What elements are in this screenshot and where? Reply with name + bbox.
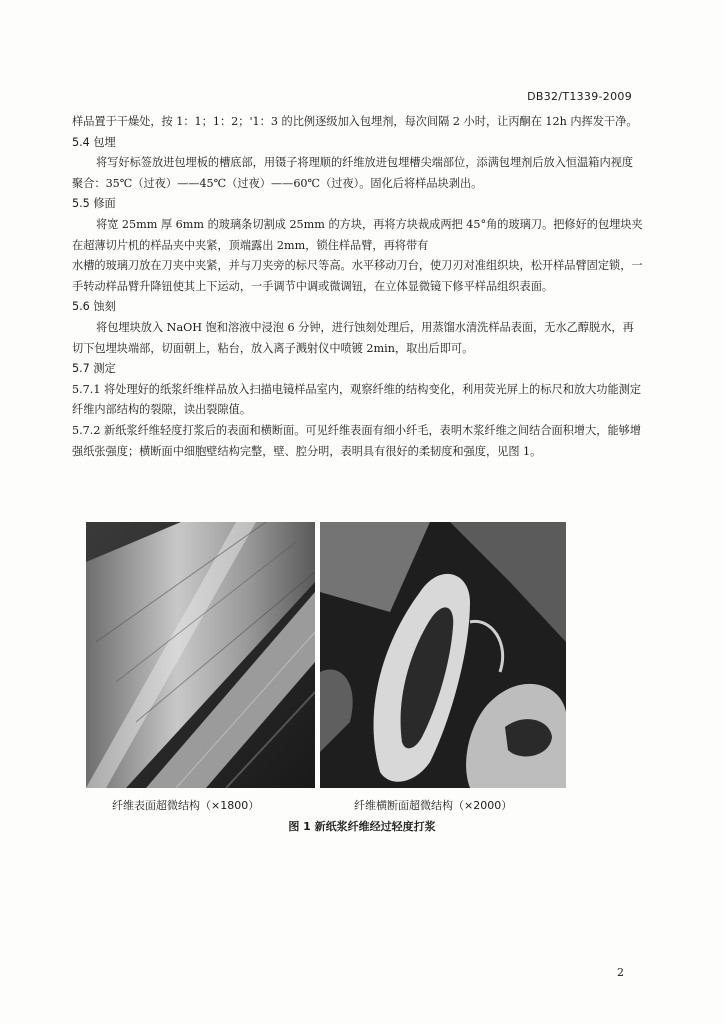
fiber-cross-section-image xyxy=(320,522,566,788)
fiber-cross-section-micrograph xyxy=(320,522,566,788)
section-5-6-paragraph: 将包埋块放入 NaOH 饱和溶液中浸泡 6 分钟，进行蚀刻处理后，用蒸馏水清洗样品表面，无水乙醇脱水，再切下包埋块端部，切面朝上，粘台，放入离子溅射仪中喷镀 2min，取出后即可。 xyxy=(72,320,634,355)
intro-paragraph: 样品置于干燥处，按 1：1；1：2；'1：3 的比例逐级加入包埋剂，每次间隔 2 小时，让丙酮在 12h 内挥发干净。 xyxy=(72,115,638,128)
section-5-5-heading: 5.5 修面 xyxy=(72,197,116,211)
section-5-4-paragraph: 将写好标签放进包埋板的槽底部，用镊子将理顺的纤维放进包埋槽尖端部位，添满包埋剂后放入恒温箱内视度聚合：35℃（过夜）——45℃（过夜）——60℃（过夜）。固化后将样品块剥出。 xyxy=(72,156,634,190)
section-5-7-heading: 5.7 测定 xyxy=(72,362,116,376)
section-5-5-paragraph-2: 水槽的玻璃刀放在刀夹中夹紧，并与刀夹旁的标尺等高。水平移动刀台，使刀刃对准组织块，松开样品臂固定锁，一手转动样品臂升降钮使其上下运动，一手调节中调或微调钮，在立体显微镜下修平样品组织表面。 xyxy=(72,259,643,293)
section-5-4-heading: 5.4 包埋 xyxy=(72,135,116,149)
section-5-7-1-paragraph: 5.7.1 将处理好的纸浆纤维样品放入扫描电镜样品室内，观察纤维的结构变化，利用荧光屏上的标尺和放大功能测定纤维内部结构的裂隙，读出裂隙值。 xyxy=(72,382,642,417)
fiber-surface-image xyxy=(86,522,315,788)
section-5-5-paragraph-1: 将宽 25mm 厚 6mm 的玻璃条切割成 25mm 的方块，再将方块裁成两把 45°角的玻璃刀。把修好的包埋块夹在超薄切片机的样品夹中夹紧，顶端露出 2mm，锁住样品臂，再将带有 xyxy=(72,217,643,252)
section-5-6-heading: 5.6 蚀刻 xyxy=(72,300,116,314)
page-number: 2 xyxy=(617,966,624,979)
right-figure-caption: 纤维横断面超微结构（×2000） xyxy=(354,799,513,812)
figure-title: 图 1 新纸浆纤维经过轻度打浆 xyxy=(288,820,436,833)
document-code: DB32/T1339-2009 xyxy=(527,90,632,103)
fiber-surface-micrograph xyxy=(86,522,315,788)
body-text xyxy=(72,112,644,462)
left-figure-caption: 纤维表面超微结构（×1800） xyxy=(112,799,260,812)
section-5-7-2-paragraph: 5.7.2 新纸浆纤维轻度打浆后的表面和横断面。可见纤维表面有细小纤毛，表明木浆纤维之间结合面积增大，能够增强纸张强度；横断面中细胞壁结构完整，壁、腔分明，表明具有很好的柔韧度和强度，见图 1。 xyxy=(72,423,642,458)
figure-1 xyxy=(86,522,566,788)
